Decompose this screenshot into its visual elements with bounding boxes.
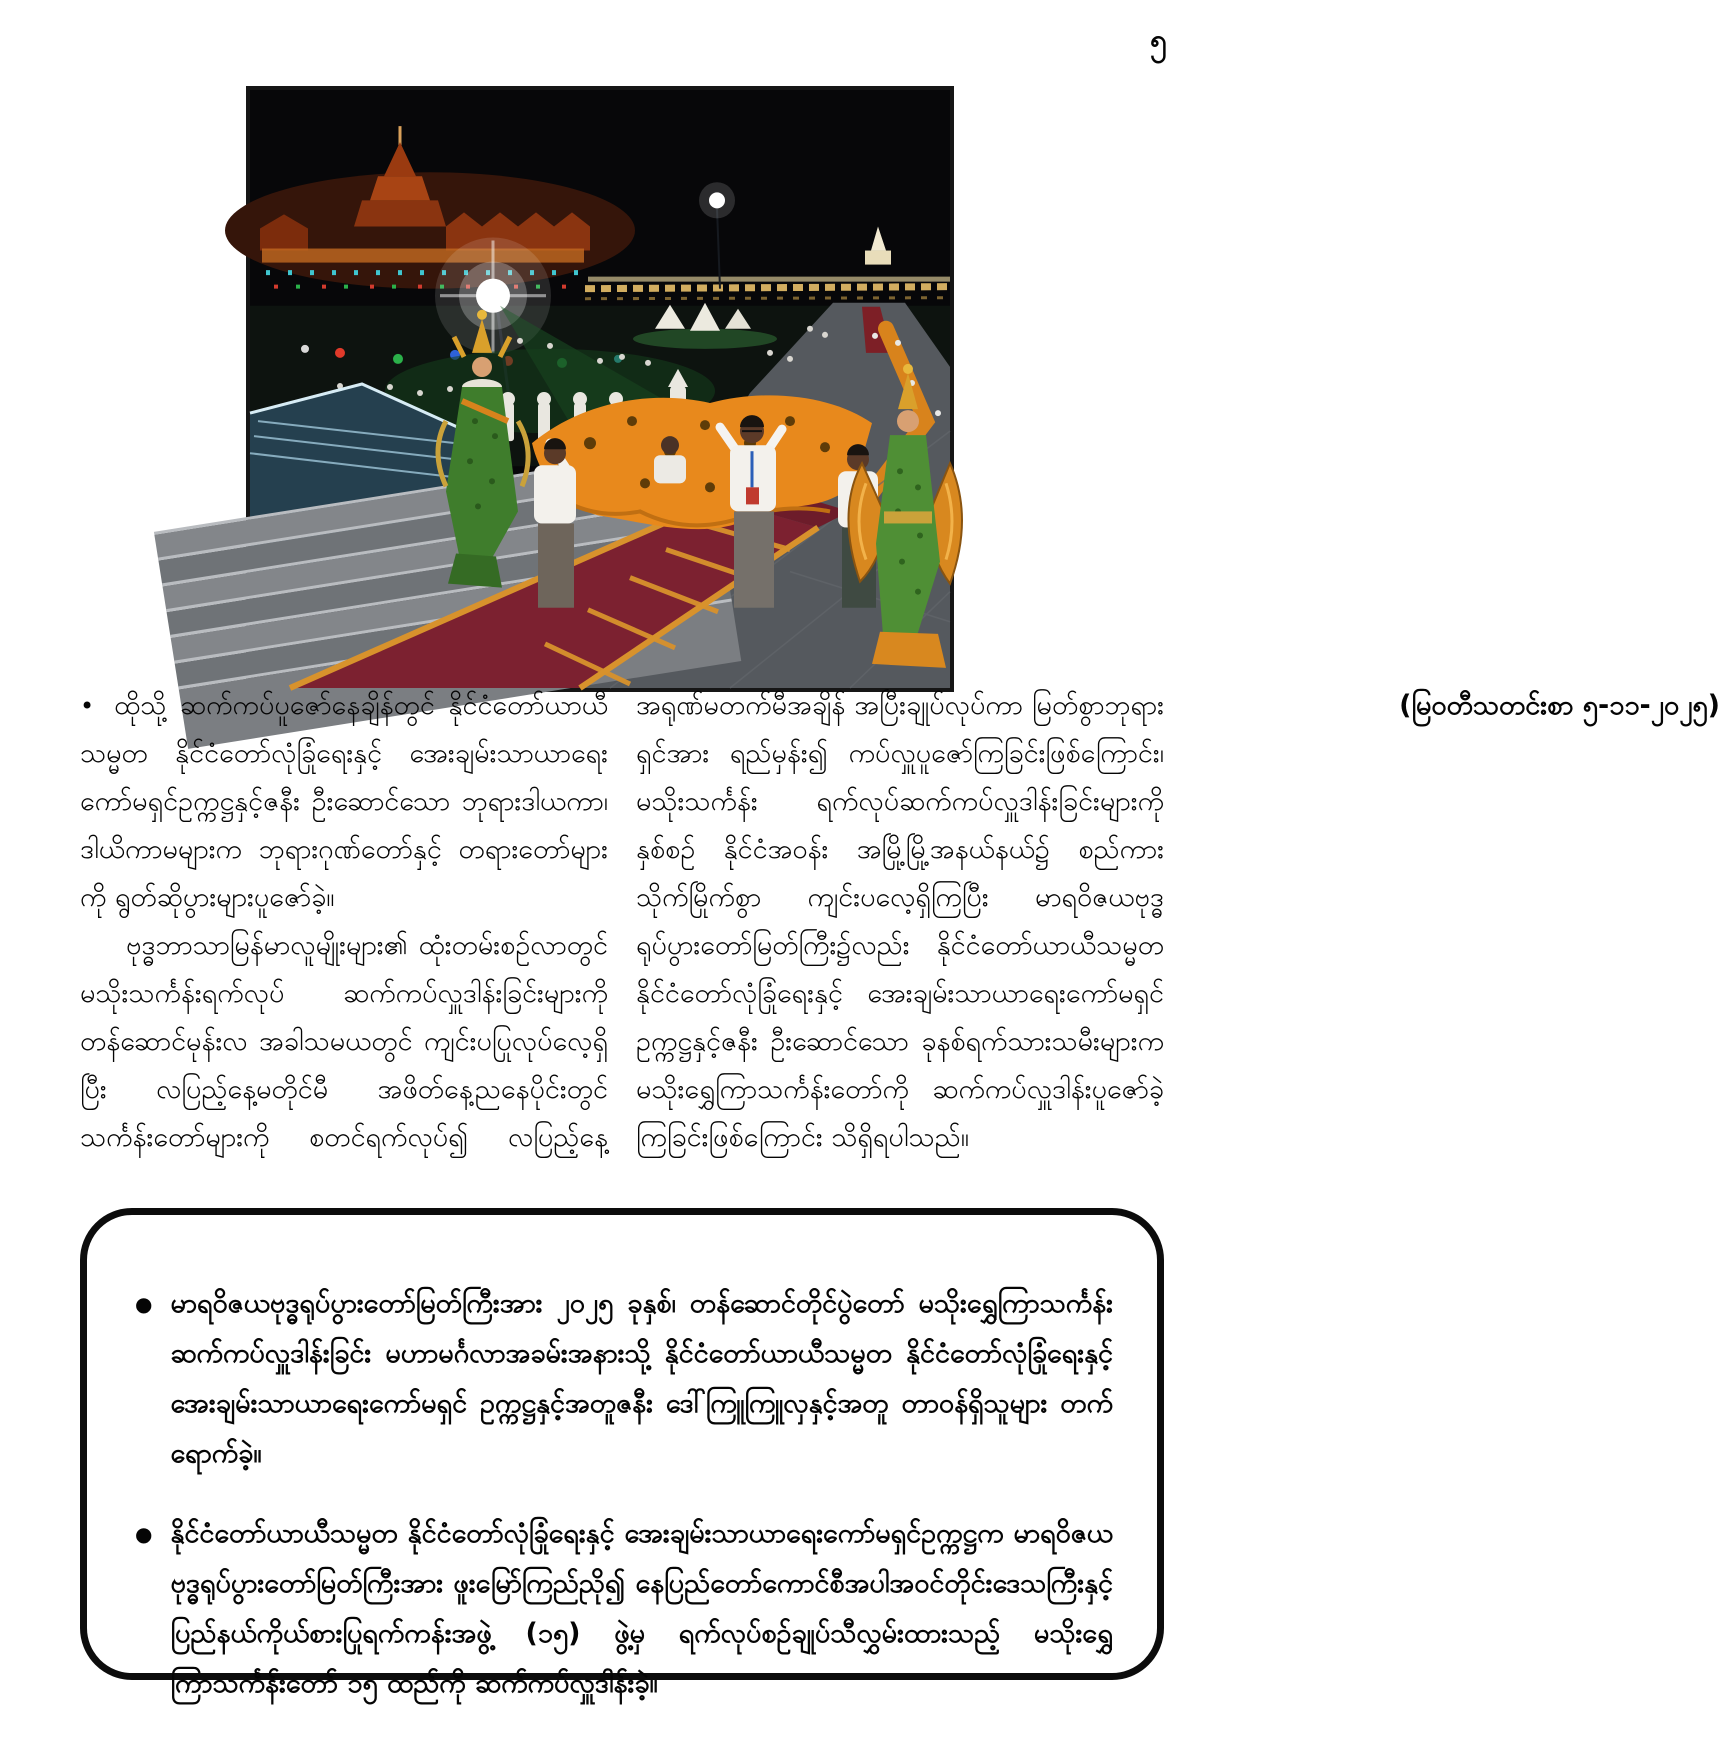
- bullet-marker: •: [80, 692, 95, 720]
- summary-item: [125, 1279, 1113, 1479]
- summary-box: [80, 1208, 1164, 1699]
- summary-item-1-text: မာရဝိဇယဗုဒ္ဓရုပ်ပွားတော်မြတ်ကြီးအား ၂၀၂၅ ခုနှစ်၊ တန်ဆောင်တိုင်ပွဲတော် မသိုးရွှေကြာသင်္ကန်း ဆက်ကပ်လှူဒါန်းခြင်း မဟာမင်္ဂလာအခမ်းအနားသို့ နိုင်ငံတော်ယာယီသမ္မတ နိုင်ငံတော်လုံခြုံရေးနှင့် အေးချမ်းသာယာရေးကော်မရှင် ဥက္ကဋ္ဌနှင့်အတူဇနီး ဒေါ်ကြူကြူလှနှင့်အတူ တာဝန်ရှိသူများ တက်ရောက်ခဲ့။: [170, 1288, 1113, 1469]
- article-paragraph-1-text: ထိုသို့ ဆက်ကပ်ပူဇော်နေချိန်တွင် နိုင်ငံတော်ယာယီသမ္မတ နိုင်ငံတော်လုံခြုံရေးနှင့် အေးချမ်းသာယာရေးကော်မရှင်ဥက္ကဋ္ဌနှင့်ဇနီး ဦးဆောင်သော ဘုရားဒါယကာ၊ ဒါယိကာမများက ဘုရားဂုဏ်တော်နှင့် တရားတော်များကို ရွတ်ဆိုပွားများပူဇော်ခဲ့။: [80, 690, 608, 913]
- article-paragraph-1: [80, 682, 608, 922]
- ceremony-photo: [246, 86, 954, 692]
- article-paragraph-2: ဗုဒ္ဓဘာသာမြန်မာလူမျိုးများ၏ ထုံးတမ်းစဉ်လာတွင် မသိုးသင်္ကန်းရက်လုပ် ဆက်ကပ်လှူဒါန်းခြင်းများကို တန်ဆောင်မုန်းလ အခါသမယတွင် ကျင်းပပြုလုပ်လေ့ရှိပြီး လပြည့်နေ့မတိုင်မီ အဖိတ်နေ့ညနေပိုင်းတွင် သင်္ကန်းတော်များကို စတင်ရက်လုပ်၍ လပြည့်နေ့ အရုဏ်မတက်မီအချိန် အပြီးချုပ်လုပ်ကာ မြတ်စွာဘုရားရှင်အား ရည်မှန်း၍ ကပ်လှူပူဇော်ကြခြင်းဖြစ်ကြောင်း၊ မသိုးသင်္ကန်း ရက်လုပ်ဆက်ကပ်လှူဒါန်းခြင်းများကို နှစ်စဉ် နိုင်ငံအဝန်း အမြို့မြို့အနယ်နယ်၌ စည်ကားသိုက်မြိုက်စွာ ကျင်းပလေ့ရှိကြပြီး မာရဝိဇယဗုဒ္ဓရုပ်ပွားတော်မြတ်ကြီး၌လည်း နိုင်ငံတော်ယာယီသမ္မတ နိုင်ငံတော်လုံခြုံရေးနှင့် အေးချမ်းသာယာရေးကော်မရှင် ဥက္ကဋ္ဌနှင့်ဇနီး ဦးဆောင်သော ခုနစ်ရက်သားသမီးများက မသိုးရွှေကြာသင်္ကန်းတော်ကို ဆက်ကပ်လှူဒါန်းပူဇော်ခဲ့ကြခြင်းဖြစ်ကြောင်း သိရှိရပါသည်။: [80, 690, 1164, 1153]
- saffron-robe: [532, 395, 872, 529]
- bullet-marker: ●: [135, 1292, 153, 1316]
- bullet-marker: ●: [135, 1522, 153, 1546]
- summary-item: [125, 1509, 1113, 1709]
- article-body: [80, 682, 1720, 1187]
- night-procession-illustration: [250, 90, 950, 688]
- article-byline: (မြဝတီသတင်းစာ ၅-၁၁-၂၀၂၅): [1399, 690, 1720, 721]
- page-number: ၅: [1150, 23, 1167, 58]
- summary-item-2-text: နိုင်ငံတော်ယာယီသမ္မတ နိုင်ငံတော်လုံခြုံရေးနှင့် အေးချမ်းသာယာရေးကော်မရှင်ဥက္ကဋ္ဌက မာရဝိဇယဗုဒ္ဓရုပ်ပွားတော်မြတ်ကြီးအား ဖူးမြော်ကြည်ညို၍ နေပြည်တော်ကောင်စီအပါအဝင်တိုင်းဒေသကြီးနှင့် ပြည်နယ်ကိုယ်စားပြုရက်ကန်းအဖွဲ့ (၁၅) ဖွဲ့မှ ရက်လုပ်စဉ်ချုပ်သီလွှမ်းထားသည့် မသိုးရွှေကြာသင်္ကန်းတော် ၁၅ ထည်ကို ဆက်ကပ်လှူဒါန်းခဲ့။: [170, 1518, 1113, 1699]
